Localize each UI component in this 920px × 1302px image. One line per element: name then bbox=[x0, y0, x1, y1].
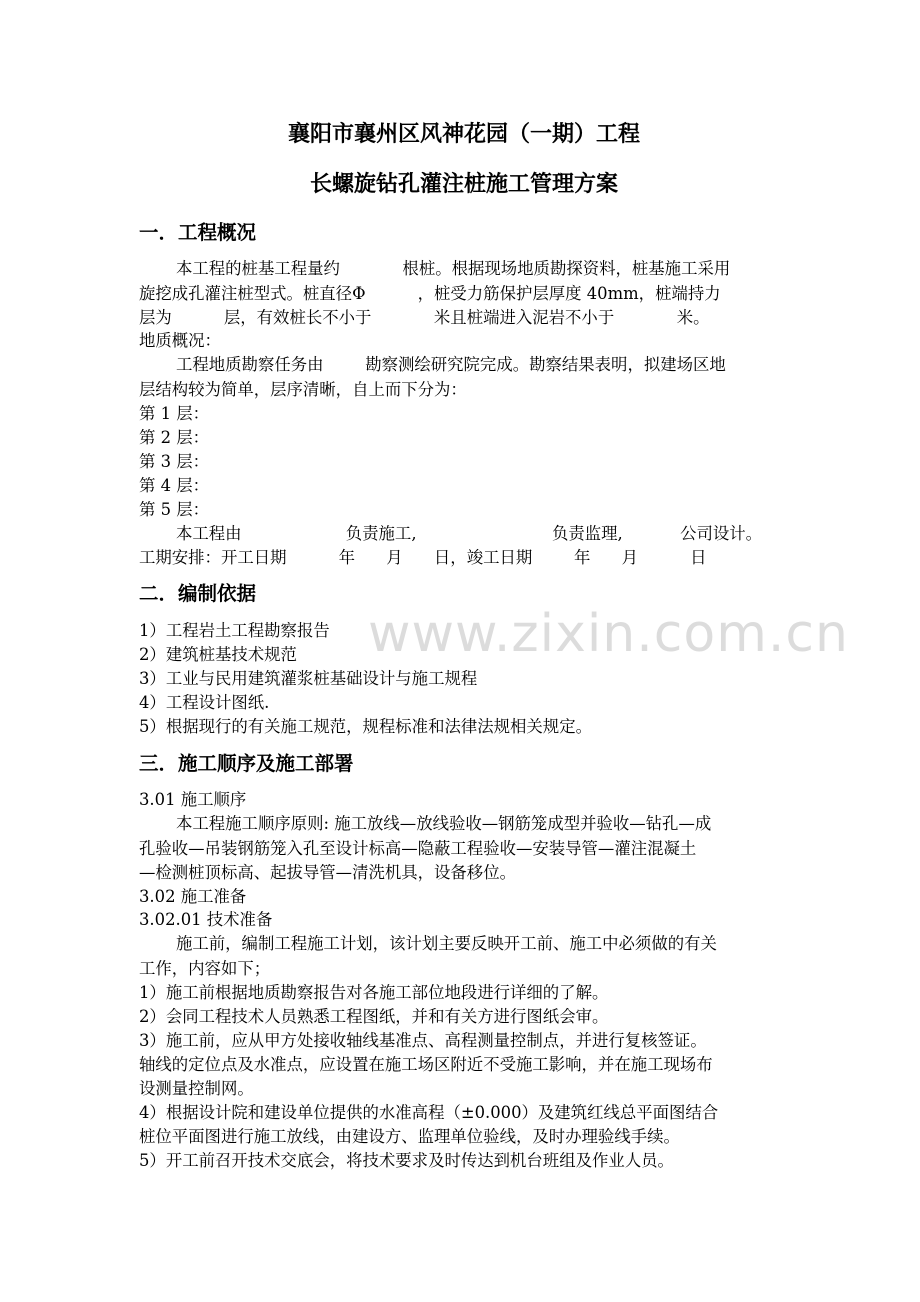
paragraph-line: 地质概况： bbox=[139, 331, 221, 350]
paragraph-line: 层为 层，有效桩长不小于 米且桩端进入泥岩不小于 米。 bbox=[139, 308, 710, 327]
paragraph-line: —检测桩顶标高、起拔导管—清洗机具，设备移位。 bbox=[139, 863, 516, 882]
paragraph-line: 本工程由 负责施工, 负责监理, 公司设计。 bbox=[176, 524, 763, 543]
layer-item: 第 2 层： bbox=[139, 428, 210, 447]
paragraph-line: 工程地质勘察任务由 勘察测绘研究院完成。勘察结果表明，拟建场区地 bbox=[176, 355, 726, 374]
paragraph-line: 桩位平面图进行施工放线，由建设方、监理单位验线，及时办理验线手续。 bbox=[139, 1127, 680, 1146]
subsection-heading: 3.02.01 技术准备 bbox=[139, 910, 273, 929]
subsection-heading: 3.02 施工准备 bbox=[139, 887, 247, 906]
list-item: 2）建筑桩基技术规范 bbox=[139, 645, 297, 664]
list-item: 2）会同工程技术人员熟悉工程图纸，并和有关方进行图纸会审。 bbox=[139, 1007, 609, 1026]
list-item: 5）开工前召开技术交底会，将技术要求及时传达到机台班组及作业人员。 bbox=[139, 1151, 674, 1170]
list-item: 3）工业与民用建筑灌浆桩基础设计与施工规程 bbox=[139, 669, 478, 688]
paragraph-line: 设测量控制网。 bbox=[139, 1079, 254, 1098]
paragraph-line: 工作，内容如下； bbox=[139, 959, 271, 978]
paragraph-line: 层结构较为简单，层序清晰，自上而下分为： bbox=[139, 380, 467, 399]
list-item: 1）工程岩土工程勘察报告 bbox=[139, 621, 330, 640]
paragraph-line: 旋挖成孔灌注桩型式。桩直径Φ ，桩受力筋保护层厚度 40mm，桩端持力 bbox=[139, 284, 721, 303]
list-item: 4）根据设计院和建设单位提供的水准高程（±0.000）及建筑红线总平面图结合 bbox=[139, 1103, 719, 1122]
paragraph-line: 施工前，编制工程施工计划，该计划主要反映开工前、施工中必须做的有关 bbox=[176, 934, 717, 953]
list-item: 3）施工前，应从甲方处接收轴线基准点、高程测量控制点，并进行复核签证。 bbox=[139, 1031, 707, 1050]
layer-item: 第 3 层： bbox=[139, 452, 210, 471]
section-heading: 二．编制依据 bbox=[139, 582, 257, 605]
list-item: 1）施工前根据地质勘察报告对各施工部位地段进行详细的了解。 bbox=[139, 983, 609, 1002]
list-item: 5）根据现行的有关施工规范，规程标准和法律法规相关规定。 bbox=[139, 717, 592, 736]
paragraph-line: 本工程施工顺序原则: 施工放线—放线验收—钢筋笼成型并验收—钻孔—成 bbox=[176, 814, 712, 833]
section-heading: 三．施工顺序及施工部署 bbox=[139, 752, 354, 775]
subsection-heading: 3.01 施工顺序 bbox=[139, 790, 247, 809]
layer-item: 第 1 层： bbox=[139, 404, 210, 423]
paragraph-line: 轴线的定位点及水准点，应设置在施工场区附近不受施工影响，并在施工现场布 bbox=[139, 1055, 713, 1074]
schedule-line: 工期安排：开工日期 年 月 日，竣工日期 年 月 日 bbox=[139, 548, 707, 567]
layer-item: 第 5 层： bbox=[139, 500, 210, 519]
document-title-line-2: 长螺旋钻孔灌注桩施工管理方案 bbox=[309, 172, 618, 197]
list-item: 4）工程设计图纸. bbox=[139, 693, 270, 712]
document-title-line-1: 襄阳市襄州区风神花园（一期）工程 bbox=[287, 122, 640, 147]
paragraph-line: 本工程的桩基工程量约 根桩。根据现场地质勘探资料，桩基施工采用 bbox=[176, 259, 731, 278]
paragraph-line: 孔验收—吊装钢筋笼入孔至设计标高—隐蔽工程验收—安装导管—灌注混凝土 bbox=[139, 839, 697, 858]
watermark: www.zixin.com.cn bbox=[368, 604, 849, 664]
layer-item: 第 4 层： bbox=[139, 476, 210, 495]
section-heading: 一．工程概况 bbox=[139, 221, 257, 244]
